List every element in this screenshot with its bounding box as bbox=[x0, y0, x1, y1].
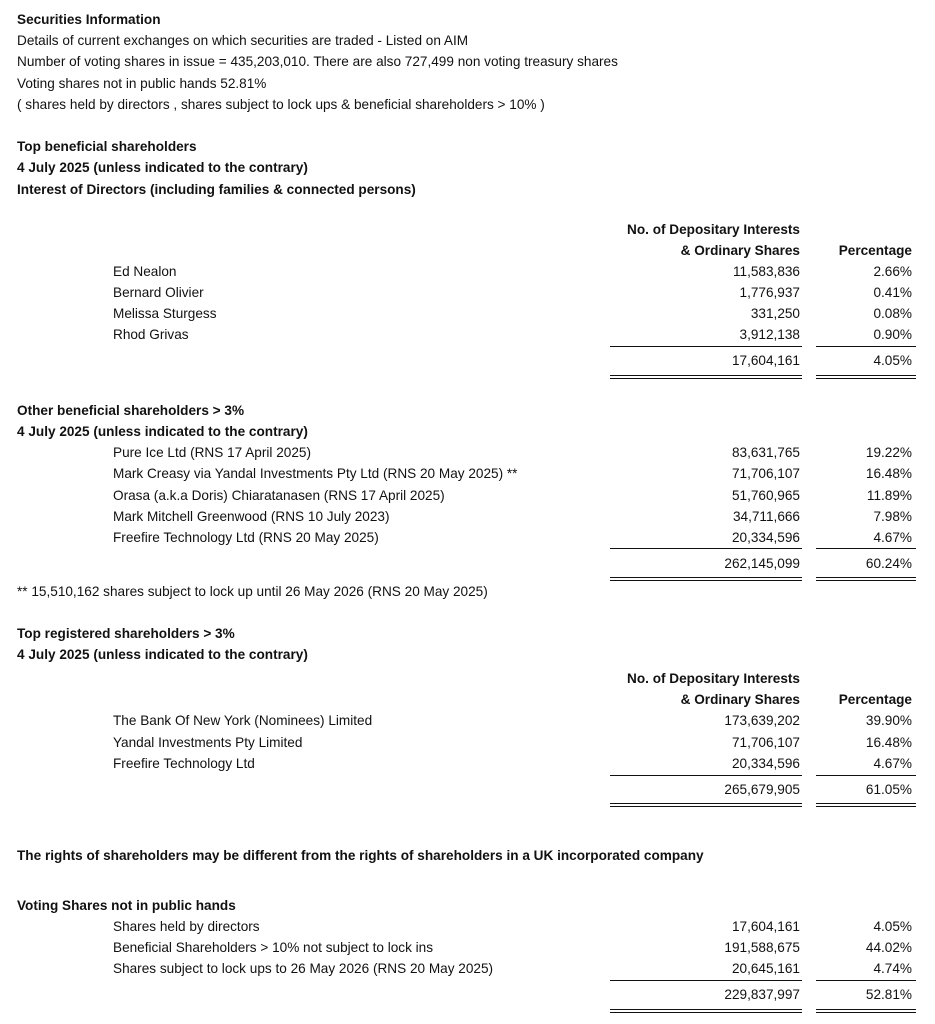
total-percentage: 60.24% bbox=[865, 556, 912, 571]
holder-name: The Bank Of New York (Nominees) Limited bbox=[113, 713, 373, 728]
holder-name: Shares subject to lock ups to 26 May 2026 (RNS 20 May 2025) bbox=[113, 961, 494, 976]
holder-shares: 173,639,202 bbox=[724, 713, 800, 728]
holder-percentage: 4.67% bbox=[873, 530, 912, 545]
column-header: & Ordinary Shares bbox=[680, 692, 800, 707]
total-shares: 17,604,161 bbox=[731, 353, 800, 368]
holder-percentage: 16.48% bbox=[865, 466, 912, 481]
section-date: 4 July 2025 (unless indicated to the contrary) bbox=[17, 160, 308, 175]
holder-name: Freefire Technology Ltd bbox=[113, 756, 255, 771]
total-double-rule bbox=[610, 577, 802, 581]
info-line: ( shares held by directors , shares subject to lock ups & beneficial shareholders > 10% ) bbox=[17, 97, 545, 112]
total-double-rule bbox=[610, 803, 802, 807]
holder-percentage: 16.48% bbox=[865, 735, 912, 750]
column-header-percentage: Percentage bbox=[838, 692, 912, 707]
holder-name: Orasa (a.k.a Doris) Chiaratanasen (RNS 17 April 2025) bbox=[113, 488, 445, 503]
holder-shares: 34,711,666 bbox=[732, 509, 800, 524]
holder-shares: 3,912,138 bbox=[739, 327, 800, 342]
column-header: No. of Depositary Interests bbox=[627, 222, 800, 237]
holder-name: Shares held by directors bbox=[113, 919, 260, 934]
section-subheading: Interest of Directors (including families & connected persons) bbox=[17, 182, 416, 197]
total-double-rule bbox=[816, 1009, 916, 1013]
info-line: Number of voting shares in issue = 435,203,010. There are also 727,499 non voting treasury shares bbox=[17, 54, 618, 69]
holder-percentage: 7.98% bbox=[873, 509, 912, 524]
total-shares: 262,145,099 bbox=[724, 556, 800, 571]
holder-shares: 17,604,161 bbox=[731, 919, 800, 934]
total-double-rule bbox=[816, 577, 916, 581]
holder-name: Mark Creasy via Yandal Investments Pty Ltd (RNS 20 May 2025) ** bbox=[113, 466, 518, 481]
section-title: Securities Information bbox=[17, 12, 161, 27]
holder-name: Yandal Investments Pty Limited bbox=[113, 735, 303, 750]
holder-shares: 83,631,765 bbox=[731, 445, 800, 460]
footnote: ** 15,510,162 shares subject to lock up until 26 May 2026 (RNS 20 May 2025) bbox=[17, 584, 488, 599]
total-double-rule bbox=[610, 1009, 802, 1013]
holder-percentage: 4.67% bbox=[873, 756, 912, 771]
section-date: 4 July 2025 (unless indicated to the contrary) bbox=[17, 424, 308, 439]
holder-percentage: 0.90% bbox=[873, 327, 912, 342]
holder-name: Pure Ice Ltd (RNS 17 April 2025) bbox=[113, 445, 311, 460]
holder-percentage: 39.90% bbox=[865, 713, 912, 728]
holder-shares: 20,334,596 bbox=[731, 756, 800, 771]
holder-name: Melissa Sturgess bbox=[113, 306, 217, 321]
subtotal-rule bbox=[816, 775, 916, 776]
holder-shares: 71,706,107 bbox=[731, 466, 800, 481]
subtotal-rule bbox=[610, 346, 802, 347]
holder-name: Rhod Grivas bbox=[113, 327, 189, 342]
subtotal-rule bbox=[610, 980, 802, 981]
holder-percentage: 0.08% bbox=[873, 306, 912, 321]
total-double-rule bbox=[610, 375, 802, 379]
total-percentage: 61.05% bbox=[865, 782, 912, 797]
holder-percentage: 4.05% bbox=[873, 919, 912, 934]
total-percentage: 52.81% bbox=[865, 987, 912, 1002]
total-percentage: 4.05% bbox=[873, 353, 912, 368]
section-date: 4 July 2025 (unless indicated to the contrary) bbox=[17, 647, 308, 662]
subtotal-rule bbox=[610, 548, 802, 549]
info-line: Details of current exchanges on which securities are traded - Listed on AIM bbox=[17, 33, 469, 48]
info-line: Voting shares not in public hands 52.81% bbox=[17, 76, 267, 91]
holder-shares: 331,250 bbox=[750, 306, 800, 321]
column-header: & Ordinary Shares bbox=[680, 243, 800, 258]
section-heading: Voting Shares not in public hands bbox=[17, 898, 236, 913]
holder-shares: 51,760,965 bbox=[731, 488, 800, 503]
holder-shares: 191,588,675 bbox=[724, 940, 800, 955]
subtotal-rule bbox=[610, 775, 802, 776]
holder-shares: 20,334,596 bbox=[731, 530, 800, 545]
section-heading: Top beneficial shareholders bbox=[17, 139, 197, 154]
total-shares: 229,837,997 bbox=[724, 987, 800, 1002]
holder-name: Beneficial Shareholders > 10% not subject to lock ins bbox=[113, 940, 434, 955]
total-double-rule bbox=[816, 803, 916, 807]
subtotal-rule bbox=[816, 980, 916, 981]
holder-shares: 71,706,107 bbox=[731, 735, 800, 750]
holder-name: Freefire Technology Ltd (RNS 20 May 2025) bbox=[113, 530, 379, 545]
section-heading: Other beneficial shareholders > 3% bbox=[17, 403, 245, 418]
holder-shares: 11,583,836 bbox=[732, 264, 800, 279]
holder-percentage: 4.74% bbox=[873, 961, 912, 976]
subtotal-rule bbox=[816, 548, 916, 549]
holder-name: Mark Mitchell Greenwood (RNS 10 July 2023) bbox=[113, 509, 390, 524]
holder-percentage: 19.22% bbox=[865, 445, 912, 460]
holder-percentage: 0.41% bbox=[873, 285, 912, 300]
holder-percentage: 11.89% bbox=[866, 488, 912, 503]
section-heading: Top registered shareholders > 3% bbox=[17, 626, 235, 641]
total-double-rule bbox=[816, 375, 916, 379]
holder-percentage: 44.02% bbox=[865, 940, 912, 955]
rights-note: The rights of shareholders may be different from the rights of shareholders in a UK incorporated company bbox=[17, 848, 704, 863]
holder-shares: 1,776,937 bbox=[739, 285, 800, 300]
subtotal-rule bbox=[816, 346, 916, 347]
holder-shares: 20,645,161 bbox=[731, 961, 800, 976]
column-header: No. of Depositary Interests bbox=[627, 671, 800, 686]
holder-percentage: 2.66% bbox=[873, 264, 912, 279]
column-header-percentage: Percentage bbox=[838, 243, 912, 258]
holder-name: Bernard Olivier bbox=[113, 285, 204, 300]
holder-name: Ed Nealon bbox=[113, 264, 177, 279]
total-shares: 265,679,905 bbox=[724, 782, 800, 797]
